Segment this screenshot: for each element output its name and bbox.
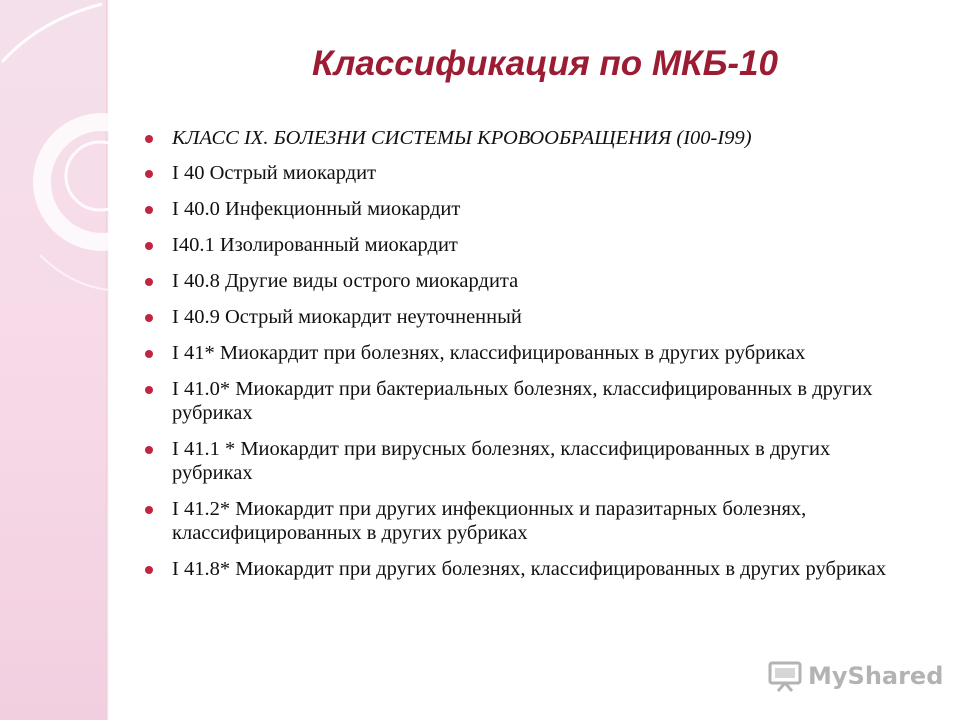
bullet-icon bbox=[145, 350, 153, 358]
list-item bbox=[140, 437, 900, 485]
list-item-text: КЛАСС IX. БОЛЕЗНИ СИСТЕМЫ КРОВООБРАЩЕНИЯ (I00-I99) bbox=[172, 127, 752, 149]
list-item bbox=[140, 161, 900, 185]
ring-small bbox=[66, 142, 130, 210]
list-item-text: I 41.8* Миокардит при других болезнях, классифицированных в других рубриках bbox=[172, 558, 887, 580]
bullet-icon bbox=[145, 242, 153, 250]
list-item-text: I 41.0* Миокардит при бактериальных болезнях, классифицированных в других рубриках bbox=[172, 378, 873, 424]
list-item-text: I 41.1 * Миокардит при вирусных болезнях, классифицированных в других рубриках bbox=[172, 438, 831, 484]
slide-title: Классификация по МКБ-10 bbox=[312, 44, 778, 83]
list-item bbox=[140, 557, 900, 581]
bullet-icon bbox=[145, 206, 153, 214]
bullet-icon bbox=[145, 170, 153, 178]
list-item bbox=[140, 197, 900, 221]
list-item-text: I 41.2* Миокардит при других инфекционных и паразитарных болезнях, классифицированных в других рубриках bbox=[172, 498, 807, 544]
list-item bbox=[140, 305, 900, 329]
watermark-text-shared: Shared bbox=[847, 662, 944, 690]
list-item bbox=[140, 341, 900, 365]
bullet-icon bbox=[145, 135, 153, 143]
list-item bbox=[140, 233, 900, 257]
list-item-text: I 40 Острый миокардит bbox=[172, 162, 377, 184]
content-list bbox=[140, 126, 900, 593]
ring-large bbox=[42, 122, 130, 242]
bullet-icon bbox=[145, 278, 153, 286]
watermark-logo bbox=[768, 656, 943, 696]
bullet-icon bbox=[145, 446, 153, 454]
list-item bbox=[140, 269, 900, 293]
list-item-text: I 40.8 Другие виды острого миокардита bbox=[172, 270, 519, 292]
presentation-board-icon bbox=[768, 660, 802, 692]
bullet-icon bbox=[145, 386, 153, 394]
list-item-text: I 40.9 Острый миокардит неуточненный bbox=[172, 306, 522, 328]
list-item-text: I 41* Миокардит при болезнях, классифицированных в других рубриках bbox=[172, 342, 806, 364]
bullet-icon bbox=[145, 506, 153, 514]
list-item bbox=[140, 126, 900, 150]
lower-arc bbox=[40, 255, 108, 290]
list-item-text: I40.1 Изолированный миокардит bbox=[172, 234, 458, 256]
bullet-icon bbox=[145, 314, 153, 322]
bullet-icon bbox=[145, 566, 153, 574]
list-item bbox=[140, 377, 900, 425]
list-item-text: I 40.0 Инфекционный миокардит bbox=[172, 198, 461, 220]
watermark-text-my: My bbox=[808, 662, 848, 690]
list-item bbox=[140, 497, 900, 545]
